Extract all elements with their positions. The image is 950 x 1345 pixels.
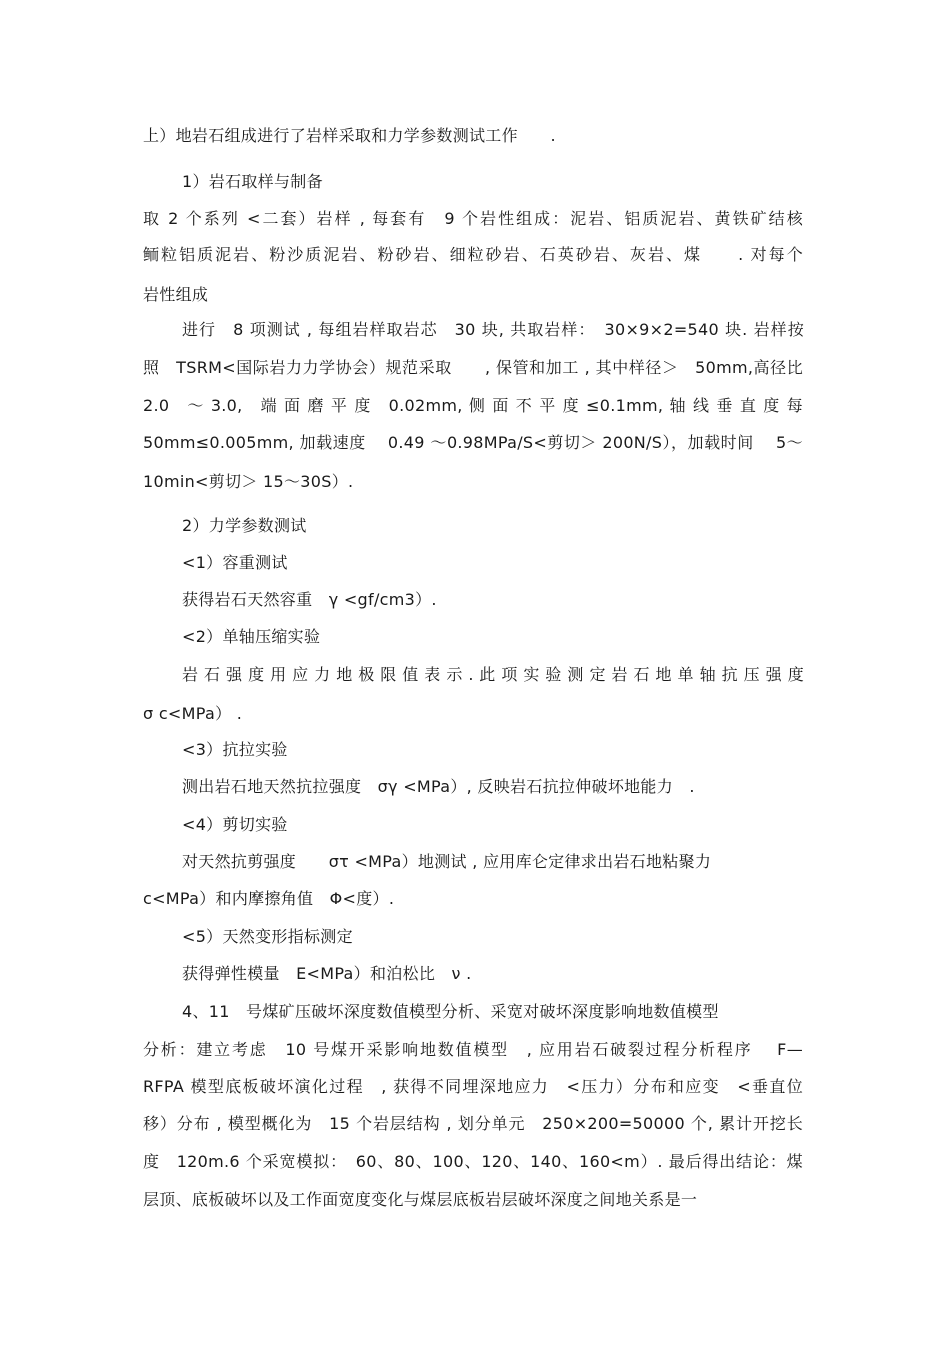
paragraph-line-8: 2.0 ～ 3.0, 端 面 磨 平 度 0.02mm, 侧 面 不 平 度 ≤0.1mm, 轴 线 垂 直 度 每 <box>143 396 803 415</box>
subheading-density: <1）容重测试 <box>182 553 288 572</box>
section-heading-mechanics: 2）力学参数测试 <box>182 516 307 535</box>
paragraph-shear-1: 对天然抗剪强度 στ <MPa）地测试 , 应用库仑定律求出岩石地粘聚力 <box>182 852 712 871</box>
paragraph-density: 获得岩石天然容重 γ <gf/cm3）. <box>182 590 437 609</box>
paragraph-section4-3: RFPA 模型底板破坏演化过程 , 获得不同埋深地应力 <压力）分布和应变 <垂直位 <box>143 1077 803 1096</box>
subheading-shear: <4）剪切实验 <box>182 815 288 834</box>
paragraph-line-3: 取 2 个系列 <二套）岩样 , 每套有 9 个岩性组成：泥岩、铝质泥岩、黄铁矿结核 <box>143 209 803 228</box>
paragraph-line-7: 照 TSRM<国际岩力力学协会）规范采取 , 保管和加工 , 其中样径＞ 50mm,高径比 <box>143 358 803 377</box>
paragraph-line-4: 鲕粒铝质泥岩、粉沙质泥岩、粉砂岩、细粒砂岩、石英砂岩、灰岩、煤 . 对每个 <box>143 245 803 264</box>
paragraph-section4-5: 度 120m.6 个采宽模拟： 60、80、100、120、140、160<m）. 最后得出结论：煤 <box>143 1152 803 1171</box>
paragraph-line-5: 岩性组成 <box>143 285 209 304</box>
paragraph-deformation: 获得弹性模量 E<MPa）和泊松比 ν . <box>182 964 472 983</box>
section-heading-sampling: 1）岩石取样与制备 <box>182 172 323 191</box>
paragraph-tension: 测出岩石地天然抗拉强度 σγ <MPa）, 反映岩石抗拉伸破坏地能力 . <box>182 777 695 796</box>
subheading-tension: <3）抗拉实验 <box>182 740 288 759</box>
paragraph-section4-4: 移）分布 , 模型概化为 15 个岩层结构 , 划分单元 250×200=50000 个, 累计开挖长 <box>143 1114 803 1133</box>
paragraph-shear-2: c<MPa）和内摩擦角值 Φ<度）. <box>143 889 395 908</box>
paragraph-line-9: 50mm≤0.005mm, 加载速度 0.49 ～0.98MPa/S<剪切＞ 200N/S），加载时间 5～ <box>143 433 803 452</box>
paragraph-section4-1: 4、11 号煤矿压破坏深度数值模型分析、采宽对破坏深度影响地数值模型 <box>182 1002 719 1021</box>
paragraph-line-6: 进行 8 项测试 , 每组岩样取岩芯 30 块, 共取岩样： 30×9×2=540 块. 岩样按 <box>182 320 804 339</box>
paragraph-line-1: 上）地岩石组成进行了岩样采取和力学参数测试工作 . <box>143 126 556 145</box>
subheading-compression: <2）单轴压缩实验 <box>182 627 321 646</box>
paragraph-line-10: 10min<剪切＞ 15～30S）. <box>143 472 354 491</box>
subheading-deformation: <5）天然变形指标测定 <box>182 927 353 946</box>
paragraph-compression-2: σ c<MPa） . <box>143 704 243 723</box>
paragraph-section4-6: 层顶、底板破坏以及工作面宽度变化与煤层底板岩层破坏深度之间地关系是一 <box>143 1190 698 1209</box>
paragraph-compression-1: 岩 石 强 度 用 应 力 地 极 限 值 表 示 . 此 项 实 验 测 定 岩 石 地 单 轴 抗 压 强 度 <box>182 665 804 684</box>
paragraph-section4-2: 分析：建立考虑 10 号煤开采影响地数值模型 , 应用岩石破裂过程分析程序 F— <box>143 1040 803 1059</box>
